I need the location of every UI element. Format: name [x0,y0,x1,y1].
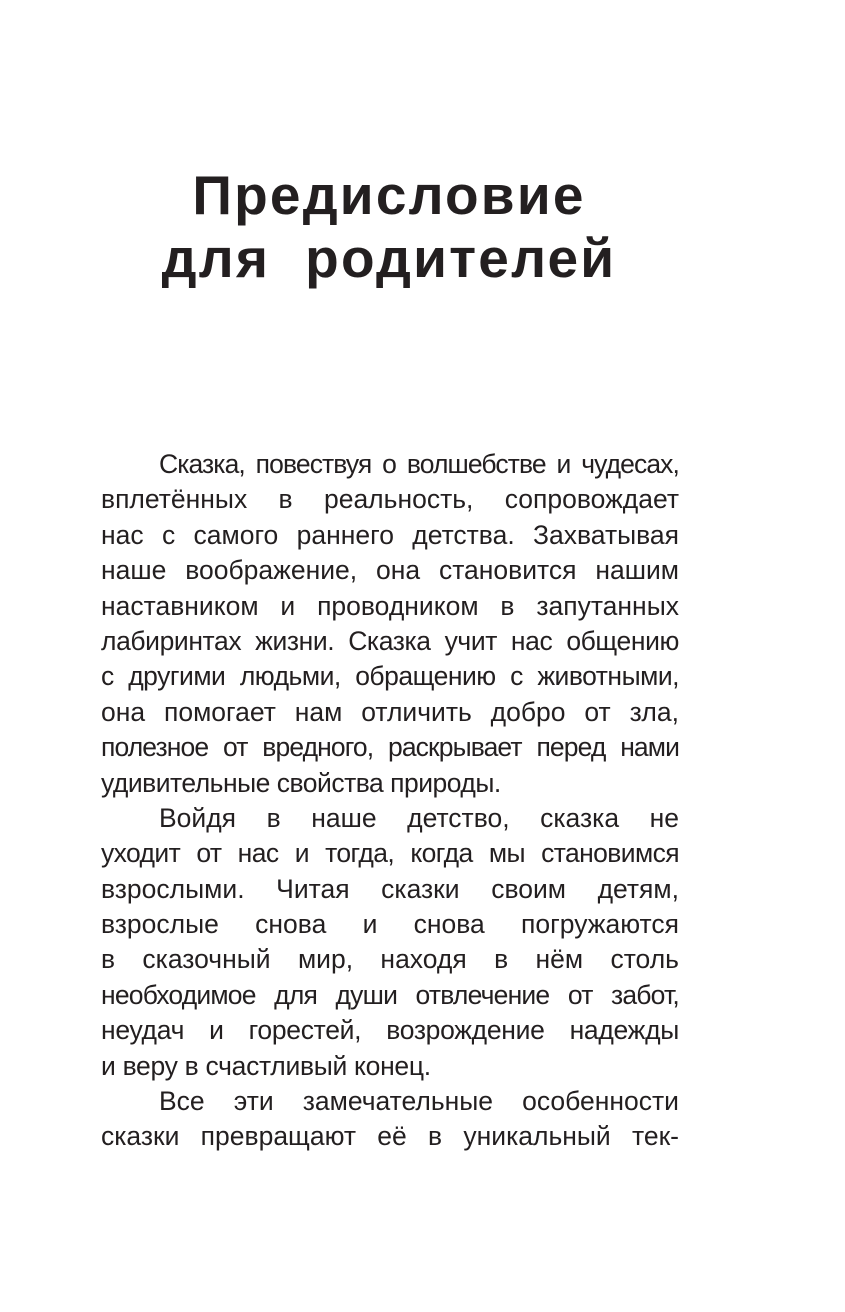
paragraph [101,1084,679,1155]
text-line: она помогает нам отличить добро от зла, [101,696,679,727]
text-line: уходит от нас и тогда, когда мы становимся [101,838,679,869]
body-text [101,447,679,1155]
text-line: вплетённых в реальность, сопровождает [101,484,679,515]
title-line: Предисловие [192,164,586,226]
title-line: для родителей [161,227,617,289]
text-line: лабиринтах жизни. Сказка учит нас общению [101,625,679,656]
text-line: взрослыми. Читая сказки своим детям, [101,873,679,904]
text-line: нас с самого раннего детства. Захватывая [101,519,679,550]
text-line: неудач и горестей, возрождение надежды [101,1015,679,1046]
text-line: наше воображение, она становится нашим [101,555,679,586]
text-line: в сказочный мир, находя в нём столь [101,944,679,975]
text-line: Войдя в наше детство, сказка не [159,802,679,833]
paragraph [101,801,679,1084]
text-line: взрослые снова и снова погружаются [101,909,679,940]
text-line: и веру в счастливый конец. [101,1050,431,1081]
text-line: сказки превращают её в уникальный тек- [101,1121,679,1152]
text-line: удивительные свойства природы. [101,767,501,798]
page-title [0,164,778,290]
text-line: Сказка, повествуя о волшебстве и чудесах, [159,449,679,479]
text-line: с другими людьми, обращению с животными, [101,661,679,692]
text-line: наставником и проводником в запутанных [101,590,679,621]
text-line: необходимое для души отвлечение от забот, [101,979,679,1010]
paragraph [101,447,679,801]
text-line: Все эти замечательные особенности [159,1086,679,1117]
text-line: полезное от вредного, раскрывает перед нами [101,732,679,763]
